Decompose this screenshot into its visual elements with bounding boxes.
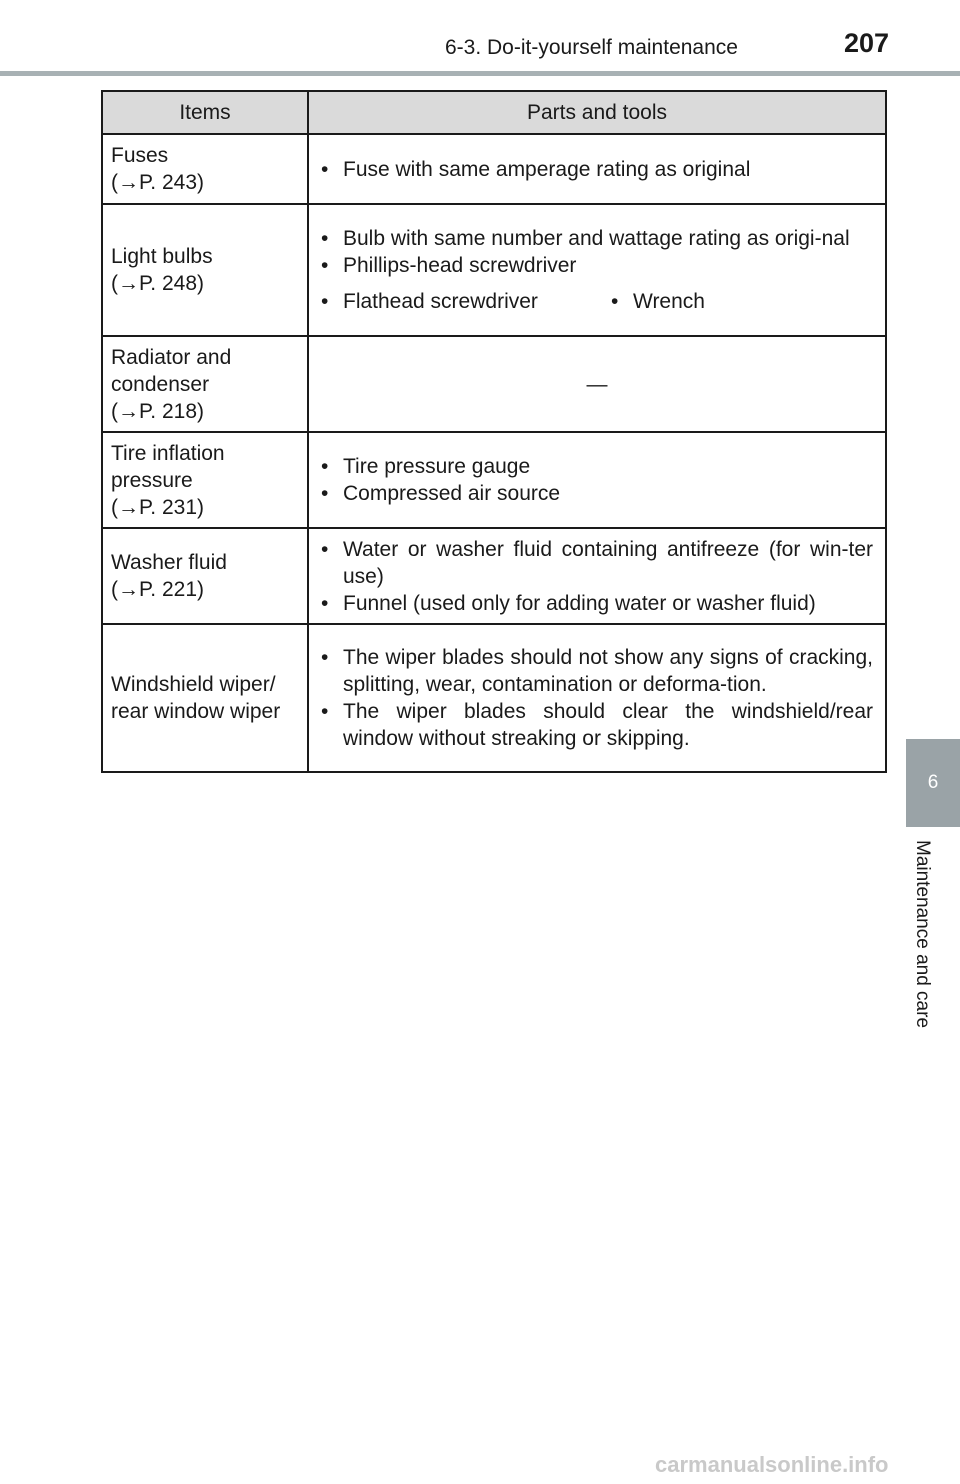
parts-bullet: • Water or washer fluid containing antifreeze (for win-ter use): [321, 536, 873, 590]
parts-bullet: • Phillips-head screwdriver: [321, 252, 873, 279]
parts-bullet: • Tire pressure gauge: [321, 453, 873, 480]
parts-cell: [308, 432, 886, 528]
table-row: [102, 432, 886, 528]
maintenance-table: [101, 90, 887, 773]
item-name: rear window wiper: [111, 700, 281, 723]
page-reference: (→P. 221): [111, 578, 204, 601]
parts-cell: [308, 624, 886, 772]
table-header-row: [102, 91, 886, 134]
parts-bullet: • Bulb with same number and wattage rating as origi-nal: [321, 225, 873, 252]
table-row: [102, 624, 886, 772]
page-reference: (→P. 248): [111, 272, 204, 295]
item-name: Windshield wiper/: [111, 673, 276, 696]
item-cell: [102, 204, 308, 336]
parts-cell: [308, 528, 886, 624]
chapter-title: Maintenance and care: [912, 840, 933, 1029]
table-row: [102, 134, 886, 204]
item-name: Light bulbs: [111, 245, 213, 268]
parts-bullet: • Funnel (used only for adding water or washer fluid): [321, 590, 873, 617]
item-name: Washer fluid: [111, 551, 227, 574]
section-title: 6-3. Do-it-yourself maintenance: [445, 36, 738, 59]
header-rule: [0, 71, 960, 76]
table-row: [102, 528, 886, 624]
parts-bullet: • Wrench: [611, 288, 705, 315]
watermark: carmanualsonline.info: [655, 1452, 889, 1477]
page-reference: (→P. 243): [111, 171, 204, 194]
item-name: Tire inflation: [111, 441, 225, 465]
inline-parts: [321, 288, 873, 315]
item-cell: [102, 432, 308, 528]
item-cell: [102, 528, 308, 624]
chapter-tab: [906, 739, 960, 827]
chapter-number: 6: [927, 772, 939, 793]
item-cell: [102, 336, 308, 432]
page-number: 207: [844, 28, 890, 58]
table-row: [102, 336, 886, 432]
item-name: Fuses: [111, 144, 169, 167]
parts-bullet: • Flathead screwdriver: [321, 288, 611, 315]
item-name: condenser: [111, 372, 210, 396]
item-name: pressure: [111, 468, 193, 492]
parts-cell: [308, 134, 886, 204]
parts-cell-empty: —: [308, 336, 886, 432]
parts-bullet: • The wiper blades should clear the windshield/rear window without streaking or skipping.: [321, 698, 873, 752]
item-cell: [102, 624, 308, 772]
table-row: [102, 204, 886, 336]
parts-bullet: • The wiper blades should not show any signs of cracking, splitting, wear, contamination or deforma-tion.: [321, 644, 873, 698]
column-header-parts: Parts and tools: [308, 91, 886, 134]
page-reference: (→P. 218): [111, 399, 204, 423]
column-header-items: Items: [102, 91, 308, 134]
page-reference: (→P. 231): [111, 495, 204, 519]
parts-bullet: • Compressed air source: [321, 480, 873, 507]
item-cell: [102, 134, 308, 204]
parts-bullet: • Fuse with same amperage rating as original: [321, 156, 873, 183]
parts-cell: [308, 204, 886, 336]
item-name: Radiator and: [111, 345, 232, 369]
